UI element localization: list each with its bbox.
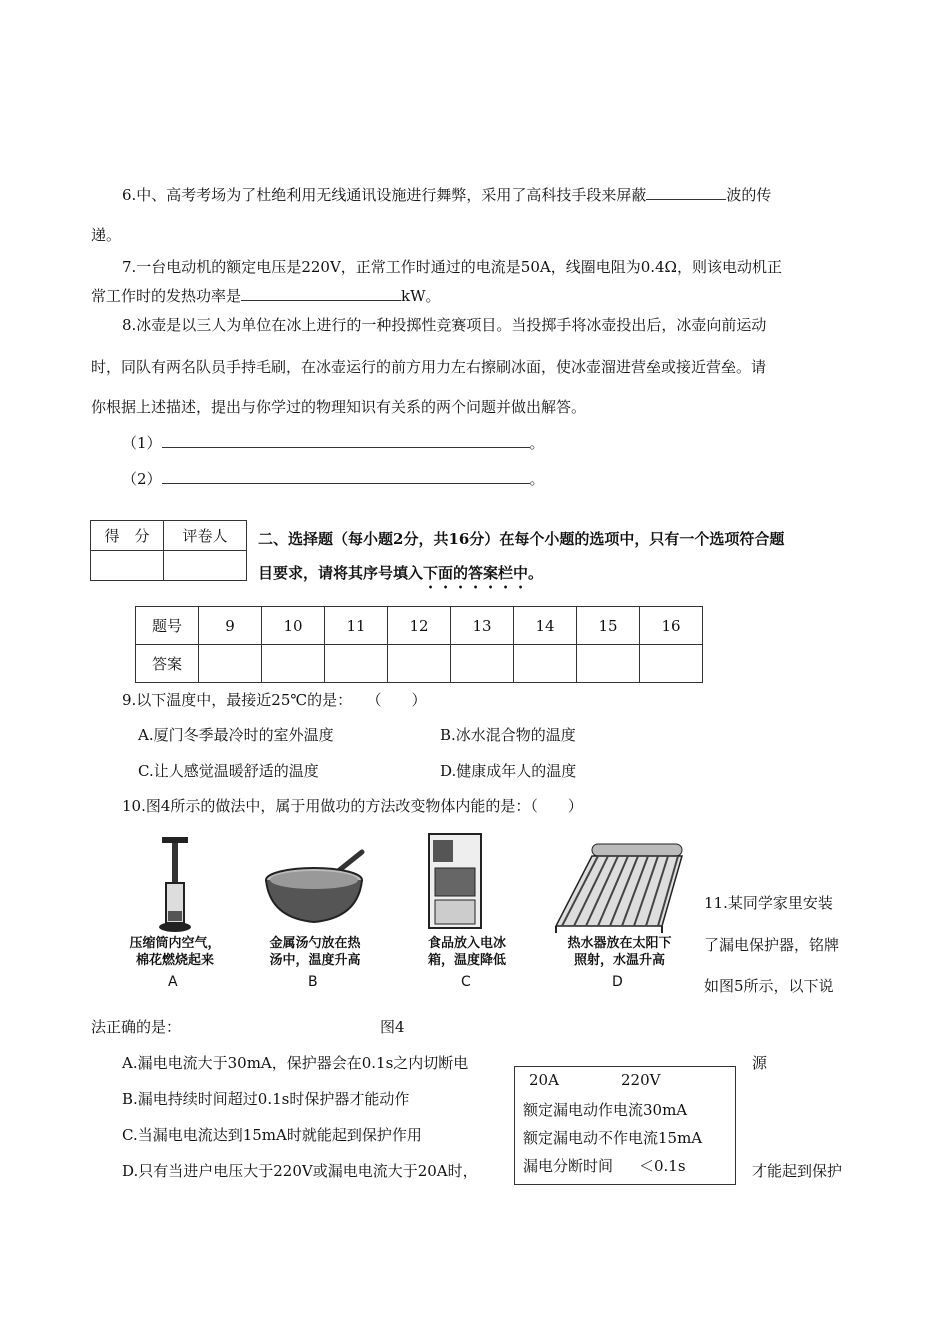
q6-line2: 递。 [91,226,122,244]
answer-table-answer-row [136,645,703,683]
q8-answer-1 [122,432,545,453]
q9-stem-text: 9.以下温度中，最接近25℃的是： [122,691,353,709]
plate-voltage: 220V [621,1071,661,1089]
figure-c-caption-line1: 食品放入电冰 [427,936,506,951]
figure-b-caption-line1: 金属汤勺放在热 [269,936,361,951]
q8-line3: 你根据上述描述，提出与你学过的物理知识有关系的两个问题并做出解答。 [91,398,587,416]
q10-stem-text: 10.图4所示的做法中，属于用做功的方法改变物体内能的是： [122,797,531,815]
q11-line3: 如图5所示，以下说 [704,977,834,995]
figure-a-caption [120,935,230,969]
answer-table-answer-header: 答案 [136,645,199,683]
figure-c-label: C [461,974,471,990]
answer-table-number-header: 题号 [136,607,199,645]
q11-option-a: A.漏电电流大于30mA，保护器会在0.1s之内切断电 [122,1054,469,1072]
q9-option-a: A.厦门冬季最冷时的室外温度 [138,726,334,744]
q11-option-d-end: 才能起到保护 [752,1162,843,1180]
figure-d-caption-line1: 热水器放在太阳下 [567,936,672,951]
section2-end: 。 [528,564,544,582]
figure-a-caption-line2: 棉花燃烧起来 [135,953,214,968]
section2-heading-line2 [258,562,543,592]
plate-trip-current: 额定漏电动作电流30mA [523,1101,688,1119]
answer-table-number-row [136,607,703,645]
figure-b-caption-line2: 汤中，温度升高 [269,953,361,968]
answer-cell-9[interactable] [199,645,262,683]
answer-cell-13[interactable] [451,645,514,683]
q8-answer-1-blank[interactable] [162,433,530,448]
score-cell[interactable] [91,551,164,581]
q6-text: 6.中、高考考场为了杜绝利用无线通讯设施进行舞弊，采用了高科技手段来屏蔽 [122,186,647,204]
q8-answer-2-end: 。 [529,470,545,488]
figure-c-fridge [425,832,485,932]
q6-line1 [122,184,771,205]
q7-line1: 7.一台电动机的额定电压是220V，正常工作时通过的电流是50A，线圈电阻为0.4Ω，则该电动机正 [122,258,782,276]
score-header: 得 分 [91,521,164,551]
answer-cell-12[interactable] [388,645,451,683]
answer-cell-11[interactable] [325,645,388,683]
q9-answer-paren[interactable]: （ ） [366,691,427,709]
q8-answer-2 [122,468,545,489]
answer-table [135,606,703,683]
q10-answer-paren[interactable]: （ ） [530,797,583,815]
figure-c-caption-line2: 箱，温度降低 [427,953,506,968]
q9-option-d: D.健康成年人的温度 [440,762,577,780]
grader-header: 评卷人 [164,521,247,551]
grader-cell[interactable] [164,551,247,581]
q8-line1: 8.冰壶是以三人为单位在冰上进行的一种投掷性竞赛项目。当投掷手将冰壶投出后，冰壶向前运动 [122,316,767,334]
q11-option-a-end: 源 [752,1054,768,1072]
answer-cell-10[interactable] [262,645,325,683]
q11-line2: 了漏电保护器，铭牌 [704,936,840,954]
answer-table-number: 10 [262,607,325,645]
q6-text-end: 波的传 [726,186,772,204]
section2-text: 目要求，请将其序号填入 [258,564,424,582]
figure-d-caption [552,935,687,969]
q8-line2: 时，同队有两名队员手持毛刷，在冰壶运行的前方用力左右擦刷冰面，使冰壶溜进营垒或接近营垒。请 [91,358,767,376]
q7-line2 [91,285,441,306]
answer-table-number: 16 [640,607,703,645]
figure-d-caption-line2: 照射，水温升高 [573,953,665,968]
plate-current: 20A [529,1071,559,1089]
figure-4-label: 图4 [380,1018,405,1036]
section2-heading-line1: 二、选择题（每小题2分，共16分）在每个小题的选项中，只有一个选项符合题 [258,530,785,548]
q11-option-c: C.当漏电电流达到15mA时就能起到保护作用 [122,1126,422,1144]
q8-answer-1-end: 。 [529,434,545,452]
q7-blank[interactable] [241,286,401,301]
plate-no-trip-current: 额定漏电动不作电流15mA [523,1129,703,1147]
protector-nameplate [514,1066,736,1185]
answer-table-number: 15 [577,607,640,645]
answer-cell-16[interactable] [640,645,703,683]
figure-d-label: D [612,974,623,990]
figure-b-label: B [308,974,318,990]
q11-option-b: B.漏电持续时间超过0.1s时保护器才能动作 [122,1090,410,1108]
q7-unit: kW。 [401,287,441,305]
answer-table-number: 9 [199,607,262,645]
score-box [90,520,247,581]
figure-c-caption [412,935,522,969]
q11-option-d: D.只有当进户电压大于220V或漏电电流大于20A时， [122,1162,478,1180]
q8-answer-2-label: （2） [122,470,162,488]
figure-a-caption-line1: 压缩筒内空气， [129,936,221,951]
q9-option-b: B.冰水混合物的温度 [440,726,576,744]
section2-emphasis: 下面的答案栏中 [423,564,529,582]
answer-cell-14[interactable] [514,645,577,683]
q11-line1: 11.某同学家里安装 [704,894,833,912]
q9-stem [122,689,427,710]
q10-stem [122,795,583,816]
answer-table-number: 14 [514,607,577,645]
figure-a-label: A [168,974,178,990]
q9-option-c: C.让人感觉温暖舒适的温度 [138,762,319,780]
q6-blank[interactable] [646,185,726,200]
plate-break-time-value: ＜0.1s [639,1157,686,1175]
figure-a-compression-cylinder [150,835,200,935]
figure-b-caption [255,935,375,969]
figure-b-bowl-spoon [262,848,367,928]
answer-cell-15[interactable] [577,645,640,683]
plate-break-time-label: 漏电分断时间 [523,1157,614,1175]
q7-text: 常工作时的发热功率是 [91,287,242,305]
q11-line4: 法正确的是： [91,1018,182,1036]
answer-table-number: 12 [388,607,451,645]
q8-answer-1-label: （1） [122,434,162,452]
answer-table-number: 11 [325,607,388,645]
q8-answer-2-blank[interactable] [162,469,530,484]
figure-d-solar-water-heater [552,840,687,935]
answer-table-number: 13 [451,607,514,645]
